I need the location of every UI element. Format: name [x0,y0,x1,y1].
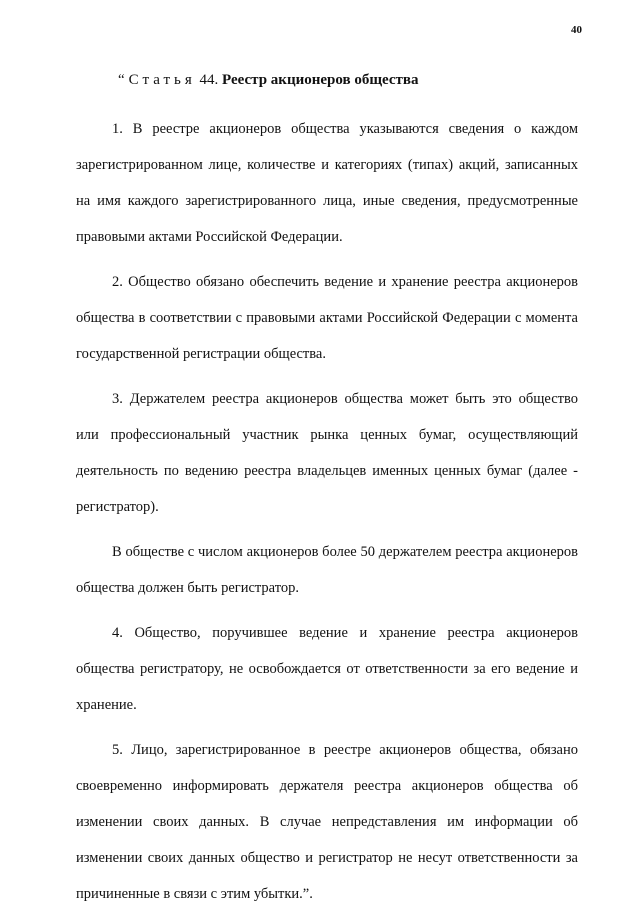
article-body [76,111,578,921]
paragraph-2: 2. Общество обязано обеспечить ведение и хранение реестра акционеров общества в соответствии с правовыми актами Российской Федерации с момента государственной регистрации общества. [76,274,578,362]
article-title: Реестр акционеров общества [222,72,419,88]
paragraph-3: 3. Держателем реестра акционеров общества может быть это общество или профессиональный участник рынка ценных бумаг, осуществляющий деятельность по ведению реестра владельцев именных ценных бумаг (далее - регистратор). [76,391,578,515]
paragraph-3-note: В обществе с числом акционеров более 50 держателем реестра акционеров общества должен быть регистратор. [76,544,578,596]
article-heading [118,72,418,89]
article-number: 44. [199,72,219,88]
page-number: 40 [571,24,582,36]
paragraph-1: 1. В реестре акционеров общества указываются сведения о каждом зарегистрированном лице, количестве и категориях (типах) акций, записанных на имя каждого зарегистрированного лица, иные сведения, предусмотренные правовыми актами Российской Федерации. [76,121,578,245]
article-label: “Статья [118,72,196,88]
paragraph-5: 5. Лицо, зарегистрированное в реестре акционеров общества, обязано своевременно информировать держателя реестра акционеров общества об изменении своих данных. В случае непредставления им информации об изменении своих данных общество и регистратор не несут ответственности за причиненные в связи с этим убытки.”. [76,742,578,902]
paragraph-4: 4. Общество, поручившее ведение и хранение реестра акционеров общества регистратору, не освобождается от ответственности за его ведение и хранение. [76,625,578,713]
